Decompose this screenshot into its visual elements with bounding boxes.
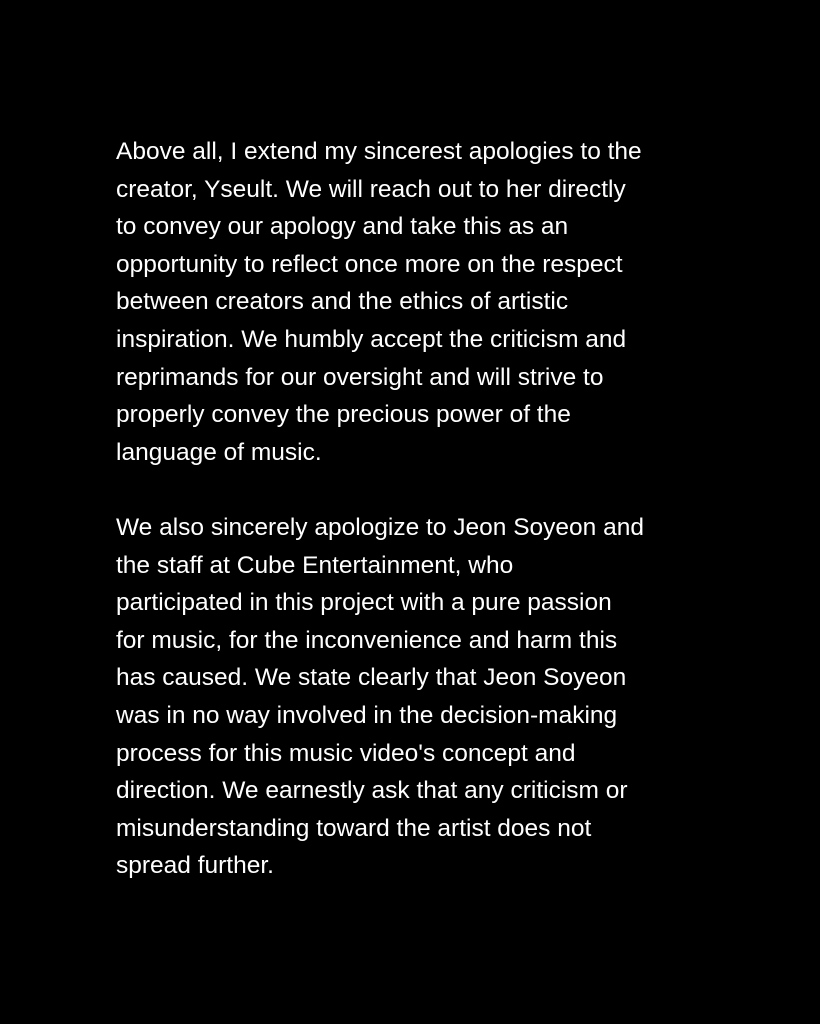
apology-statement <box>116 133 716 885</box>
text-line: participated in this project with a pure passion <box>116 589 612 617</box>
paragraph-1 <box>116 133 716 471</box>
text-line: between creators and the ethics of artistic <box>116 288 569 316</box>
text-line: for music, for the inconvenience and harm this <box>116 626 618 654</box>
text-line: process for this music video's concept and <box>116 739 576 767</box>
text-line: spread further. <box>116 852 274 880</box>
text-line: has caused. We state clearly that Jeon Soyeon <box>116 664 627 692</box>
text-line: the staff at Cube Entertainment, who <box>116 551 514 579</box>
text-line: opportunity to reflect once more on the respect <box>116 250 623 278</box>
paragraph-2 <box>116 509 716 885</box>
text-line: language of music. <box>116 438 322 466</box>
text-line: to convey our apology and take this as an <box>116 213 569 241</box>
text-line: inspiration. We humbly accept the criticism and <box>116 325 627 353</box>
text-line: We also sincerely apologize to Jeon Soyeon and <box>116 513 644 541</box>
paragraph-gap <box>116 471 716 509</box>
text-line: reprimands for our oversight and will strive to <box>116 363 604 391</box>
text-line: properly convey the precious power of the <box>116 401 571 429</box>
text-line: was in no way involved in the decision-making <box>116 701 618 729</box>
text-line: direction. We earnestly ask that any criticism or <box>116 777 628 805</box>
text-line: misunderstanding toward the artist does not <box>116 814 592 842</box>
text-line: creator, Yseult. We will reach out to her directly <box>116 175 626 203</box>
text-line: Above all, I extend my sincerest apologies to the <box>116 138 642 165</box>
